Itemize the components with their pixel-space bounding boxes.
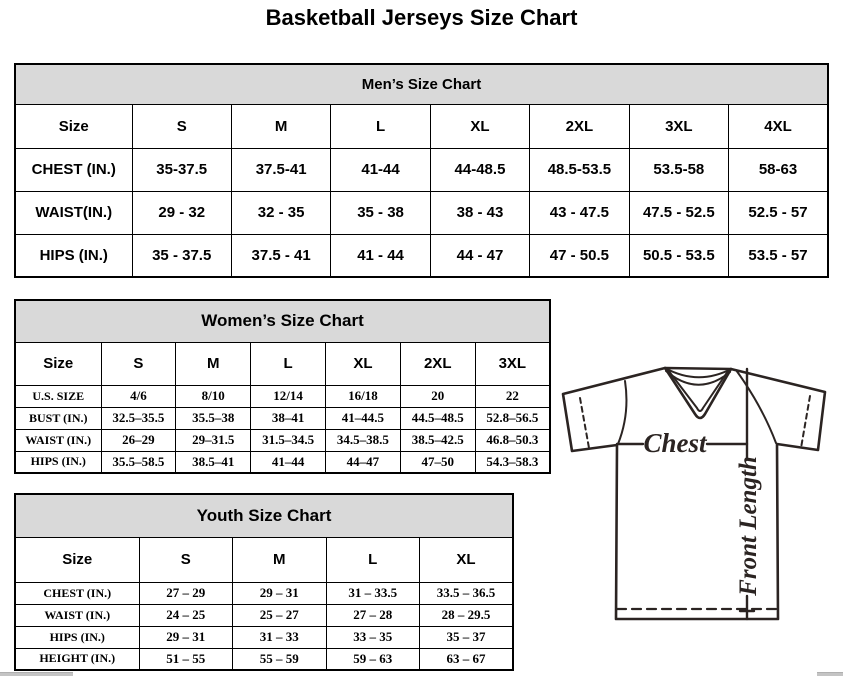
size-value-cell: 43 - 47.5: [530, 191, 629, 234]
size-value-cell: 41 - 44: [331, 234, 430, 277]
size-value-cell: 31 – 33.5: [326, 582, 420, 604]
size-value-cell: 46.8–50.3: [475, 429, 550, 451]
size-value-cell: 53.5 - 57: [729, 234, 828, 277]
size-value-cell: 8/10: [176, 385, 251, 407]
size-value-cell: 54.3–58.3: [475, 451, 550, 473]
size-value-cell: 27 – 28: [326, 604, 420, 626]
size-value-cell: 38.5–42.5: [400, 429, 475, 451]
size-value-cell: 52.8–56.5: [475, 407, 550, 429]
row-label: BUST (IN.): [15, 407, 101, 429]
jersey-measurement-diagram: [550, 356, 842, 631]
size-value-cell: 37.5-41: [231, 148, 330, 191]
size-value-cell: 26–29: [101, 429, 176, 451]
column-header: 2XL: [530, 104, 629, 148]
chest-label: Chest: [643, 428, 707, 458]
size-value-cell: 38.5–41: [176, 451, 251, 473]
size-value-cell: 22: [475, 385, 550, 407]
size-value-cell: 24 – 25: [139, 604, 233, 626]
table-row: [15, 148, 828, 191]
table-row: [15, 234, 828, 277]
size-value-cell: 31.5–34.5: [251, 429, 326, 451]
size-value-cell: 53.5-58: [629, 148, 728, 191]
column-header: L: [331, 104, 430, 148]
size-value-cell: 41–44.5: [325, 407, 400, 429]
size-value-cell: 29 – 31: [233, 582, 327, 604]
column-header: Size: [15, 342, 101, 385]
size-value-cell: 44–47: [325, 451, 400, 473]
size-value-cell: 38–41: [251, 407, 326, 429]
size-value-cell: 37.5 - 41: [231, 234, 330, 277]
size-value-cell: 34.5–38.5: [325, 429, 400, 451]
column-header: XL: [420, 537, 514, 582]
size-value-cell: 4/6: [101, 385, 176, 407]
size-value-cell: 35.5–58.5: [101, 451, 176, 473]
row-label: WAIST (IN.): [15, 604, 139, 626]
row-label: HIPS (IN.): [15, 451, 101, 473]
size-value-cell: 29 – 31: [139, 626, 233, 648]
row-label: CHEST (IN.): [15, 148, 132, 191]
size-value-cell: 35.5–38: [176, 407, 251, 429]
size-value-cell: 58-63: [729, 148, 828, 191]
row-label: HIPS (IN.): [15, 626, 139, 648]
womens-size-table: [14, 299, 551, 474]
size-value-cell: 28 – 29.5: [420, 604, 514, 626]
size-value-cell: 38 - 43: [430, 191, 529, 234]
table-row: [15, 451, 550, 473]
size-value-cell: 29 - 32: [132, 191, 231, 234]
size-value-cell: 47–50: [400, 451, 475, 473]
size-value-cell: 35-37.5: [132, 148, 231, 191]
row-label: HEIGHT (IN.): [15, 648, 139, 670]
size-value-cell: 44 - 47: [430, 234, 529, 277]
table-row: [15, 626, 513, 648]
size-value-cell: 41-44: [331, 148, 430, 191]
horizontal-scrollbar-fragment[interactable]: [0, 672, 73, 676]
table-row: [15, 191, 828, 234]
front-length-label: Front Length: [735, 456, 762, 596]
size-value-cell: 31 – 33: [233, 626, 327, 648]
row-label: WAIST(IN.): [15, 191, 132, 234]
size-value-cell: 47 - 50.5: [530, 234, 629, 277]
column-header: 4XL: [729, 104, 828, 148]
size-value-cell: 44-48.5: [430, 148, 529, 191]
column-header: M: [233, 537, 327, 582]
column-header: S: [132, 104, 231, 148]
table-row: [15, 604, 513, 626]
size-value-cell: 35 – 37: [420, 626, 514, 648]
size-value-cell: 32 - 35: [231, 191, 330, 234]
column-header: Size: [15, 104, 132, 148]
column-header: S: [101, 342, 176, 385]
table-row: [15, 385, 550, 407]
jersey-diagram-svg: [550, 356, 842, 631]
youth-size-table: [14, 493, 514, 671]
womens-table-title: Women’s Size Chart: [15, 300, 550, 342]
size-value-cell: 32.5–35.5: [101, 407, 176, 429]
column-header: XL: [325, 342, 400, 385]
mens-size-table: [14, 63, 829, 278]
mens-table-title: Men’s Size Chart: [15, 64, 828, 104]
youth-table-title: Youth Size Chart: [15, 494, 513, 537]
column-header: 2XL: [400, 342, 475, 385]
row-label: WAIST (IN.): [15, 429, 101, 451]
horizontal-scrollbar-fragment[interactable]: [817, 672, 843, 676]
size-value-cell: 35 - 38: [331, 191, 430, 234]
column-header: 3XL: [475, 342, 550, 385]
size-value-cell: 55 – 59: [233, 648, 327, 670]
column-header: M: [231, 104, 330, 148]
size-value-cell: 33.5 – 36.5: [420, 582, 514, 604]
column-header: L: [326, 537, 420, 582]
table-row: [15, 407, 550, 429]
size-value-cell: 16/18: [325, 385, 400, 407]
table-row: [15, 582, 513, 604]
size-value-cell: 25 – 27: [233, 604, 327, 626]
size-value-cell: 47.5 - 52.5: [629, 191, 728, 234]
column-header: Size: [15, 537, 139, 582]
column-header: 3XL: [629, 104, 728, 148]
table-row: [15, 429, 550, 451]
row-label: U.S. SIZE: [15, 385, 101, 407]
table-row: [15, 648, 513, 670]
size-value-cell: 27 – 29: [139, 582, 233, 604]
size-value-cell: 50.5 - 53.5: [629, 234, 728, 277]
page-title: Basketball Jerseys Size Chart: [265, 5, 578, 30]
size-value-cell: 12/14: [251, 385, 326, 407]
column-header: M: [176, 342, 251, 385]
size-value-cell: 51 – 55: [139, 648, 233, 670]
size-value-cell: 44.5–48.5: [400, 407, 475, 429]
size-value-cell: 29–31.5: [176, 429, 251, 451]
size-value-cell: 48.5-53.5: [530, 148, 629, 191]
size-value-cell: 41–44: [251, 451, 326, 473]
size-value-cell: 33 – 35: [326, 626, 420, 648]
size-value-cell: 52.5 - 57: [729, 191, 828, 234]
size-value-cell: 59 – 63: [326, 648, 420, 670]
size-value-cell: 63 – 67: [420, 648, 514, 670]
row-label: HIPS (IN.): [15, 234, 132, 277]
size-value-cell: 35 - 37.5: [132, 234, 231, 277]
column-header: L: [251, 342, 326, 385]
row-label: CHEST (IN.): [15, 582, 139, 604]
size-value-cell: 20: [400, 385, 475, 407]
column-header: S: [139, 537, 233, 582]
column-header: XL: [430, 104, 529, 148]
